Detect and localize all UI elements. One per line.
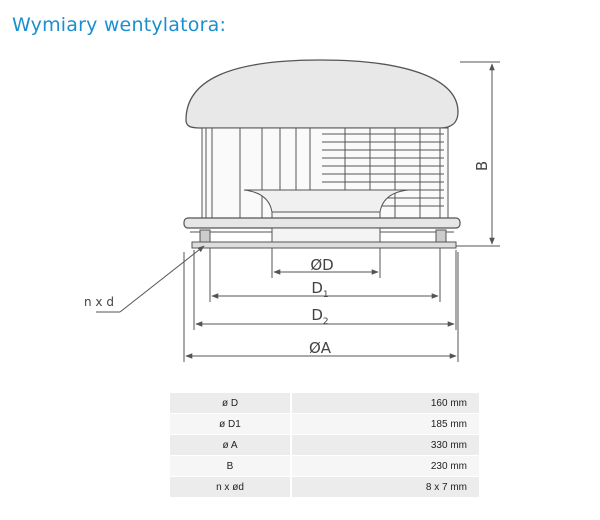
table-row	[170, 477, 479, 498]
page-title: Wymiary wentylatora:	[12, 14, 227, 36]
dim-key: ø D	[170, 393, 291, 414]
label-B: B	[473, 160, 491, 172]
label-D1: D	[311, 279, 323, 297]
dim-value: 185 mm	[291, 414, 479, 435]
dim-key: ø D1	[170, 414, 291, 435]
base-plate	[184, 218, 460, 228]
inlet-spigot	[272, 228, 380, 242]
svg-text:D2	[311, 306, 328, 327]
label-D1-sub: 1	[322, 290, 329, 300]
dimensions-table	[170, 393, 479, 498]
label-D: ØD	[310, 256, 334, 274]
table-row	[170, 414, 479, 435]
dim-value: 160 mm	[291, 393, 479, 414]
fan-dome	[186, 60, 458, 128]
table-row	[170, 393, 479, 414]
label-nxd: n x d	[84, 295, 114, 309]
svg-text:D1	[311, 279, 328, 300]
dim-value: 330 mm	[291, 435, 479, 456]
dim-value: 230 mm	[291, 456, 479, 477]
flange	[192, 242, 456, 248]
table-row	[170, 435, 479, 456]
dim-key: n x ød	[170, 477, 291, 498]
label-A: ØA	[308, 339, 332, 357]
label-D2: D	[311, 306, 323, 324]
label-D2-sub: 2	[322, 317, 329, 327]
table-row	[170, 456, 479, 477]
dim-value: 8 x 7 mm	[291, 477, 479, 498]
dim-key: B	[170, 456, 291, 477]
dim-key: ø A	[170, 435, 291, 456]
